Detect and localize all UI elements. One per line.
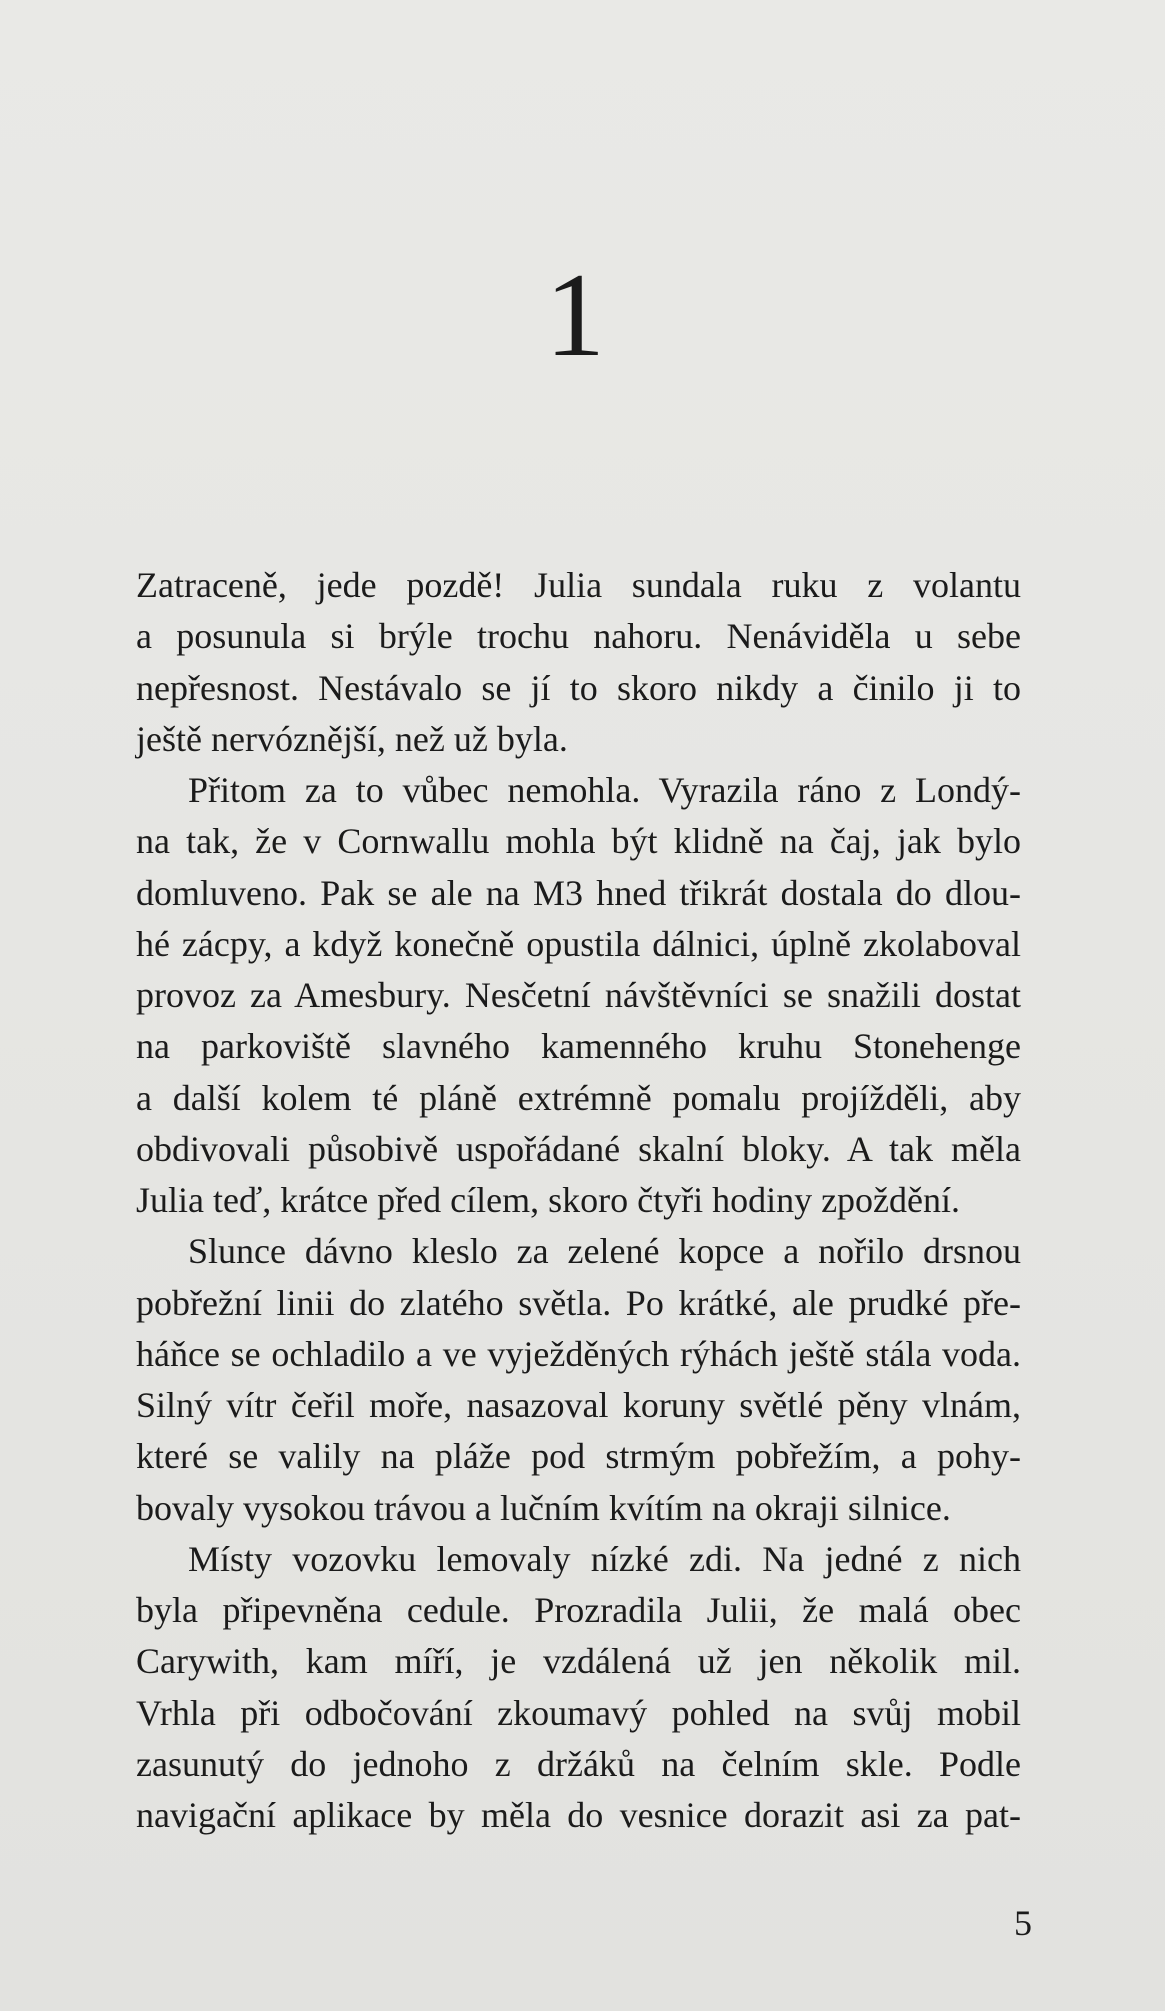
text-line: a posunula si brýle trochu nahoru. Nenáviděla u sebe — [136, 616, 1021, 657]
text-line: zasunutý do jednoho z držáků na čelním skle. Podle — [136, 1743, 1021, 1784]
text-line: hé zácpy, a když konečně opustila dálnici, úplně zkolaboval — [136, 923, 1021, 964]
text-line: Julia teď, krátce před cílem, skoro čtyři hodiny zpoždění. — [136, 1180, 961, 1220]
text-line: Přitom za to vůbec nemohla. Vyrazila ráno z Londý- — [188, 770, 1021, 810]
text-line: které se valily na pláže pod strmým pobřežím, a pohy- — [136, 1436, 1021, 1477]
page-number: 5 — [1014, 1903, 1032, 1943]
text-line: bovaly vysokou trávou a lučním kvítím na okraji silnice. — [136, 1487, 951, 1528]
body-text — [136, 560, 1021, 1841]
paragraph — [136, 560, 1021, 765]
text-line: Carywith, kam míří, je vzdálená už jen několik mil. — [136, 1641, 1021, 1682]
text-line: háňce se ochladilo a ve vyježděných rýhách ještě stála voda. — [136, 1333, 1021, 1374]
text-line: nepřesnost. Nestávalo se jí to skoro nikdy a činilo ji to — [136, 667, 1021, 708]
text-line: ještě nervóznější, než už byla. — [136, 718, 568, 759]
paragraph — [136, 765, 1021, 1226]
text-line: a další kolem té pláně extrémně pomalu projížděli, aby — [136, 1077, 1021, 1118]
text-line: Zatraceně, jede pozdě! Julia sundala ruku z volantu — [136, 565, 1021, 605]
chapter-number: 1 — [545, 248, 605, 381]
text-line: Vrhla při odbočování zkoumavý pohled na svůj mobil — [136, 1692, 1021, 1733]
text-line: Silný vítr čeřil moře, nasazoval koruny světlé pěny vlnám, — [136, 1385, 1021, 1425]
paragraph — [136, 1534, 1021, 1842]
text-line: pobřežní linii do zlatého světla. Po krátké, ale prudké pře- — [136, 1282, 1021, 1323]
text-line: domluveno. Pak se ale na M3 hned třikrát dostala do dlou- — [136, 872, 1021, 913]
text-line: Místy vozovku lemovaly nízké zdi. Na jedné z nich — [188, 1538, 1021, 1579]
text-line: Slunce dávno kleslo za zelené kopce a nořilo drsnou — [188, 1231, 1021, 1272]
text-line: provoz za Amesbury. Nesčetní návštěvníci se snažili dostat — [136, 975, 1021, 1015]
text-line: na parkoviště slavného kamenného kruhu Stonehenge — [136, 1026, 1021, 1067]
text-line: na tak, že v Cornwallu mohla být klidně na čaj, jak bylo — [136, 821, 1021, 862]
paragraph — [136, 1226, 1021, 1534]
text-line: obdivovali působivě uspořádané skalní bloky. A tak měla — [136, 1128, 1021, 1169]
text-line: navigační aplikace by měla do vesnice dorazit asi za pat- — [136, 1795, 1021, 1835]
text-line: byla připevněna cedule. Prozradila Julii, že malá obec — [136, 1590, 1021, 1630]
